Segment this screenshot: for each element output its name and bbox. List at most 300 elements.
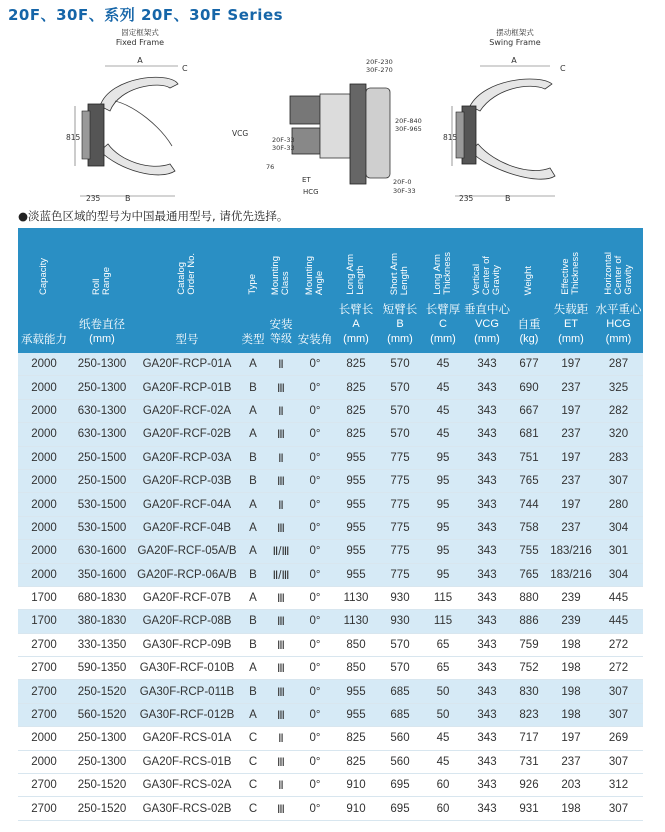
table-cell: 237: [548, 423, 594, 446]
table-cell: GA20F-RCP-03A: [134, 446, 240, 469]
side-lower-bracket: [292, 128, 320, 154]
fixed-frame-diagram: [66, 27, 188, 203]
table-cell: 530-1500: [70, 493, 134, 516]
table-cell: Ⅲ: [266, 633, 296, 656]
table-cell: 343: [464, 797, 510, 820]
table-cell: 45: [422, 750, 464, 773]
table-cell: 2700: [18, 633, 70, 656]
column-header-en-text: Weight: [523, 265, 534, 295]
table-cell: 183/216: [548, 540, 594, 563]
label-30f-270: 30F-270: [366, 66, 393, 74]
table-cell: B: [240, 376, 266, 399]
table-cell: 183/216: [548, 563, 594, 586]
table-cell: GA30F-RCS-02A: [134, 774, 240, 797]
column-header-cn: [240, 300, 266, 353]
table-cell: 50: [422, 680, 464, 703]
spec-table-body: [18, 353, 643, 820]
column-header-en: [378, 228, 422, 300]
label-et: ET: [302, 176, 311, 184]
table-cell: 250-1300: [70, 727, 134, 750]
column-header-cn-text: 纸卷直径: [79, 317, 125, 331]
table-cell: 198: [548, 680, 594, 703]
table-cell: 269: [594, 727, 643, 750]
table-cell: 570: [378, 633, 422, 656]
table-row: [18, 680, 643, 703]
fixed-long-arm: [100, 77, 178, 111]
column-header-en: [422, 228, 464, 300]
table-cell: 307: [594, 469, 643, 492]
label-hcg: HCG: [303, 188, 319, 196]
table-row: [18, 376, 643, 399]
table-cell: 272: [594, 633, 643, 656]
column-header-cn-text: 承载能力: [21, 332, 67, 346]
table-cell: 690: [510, 376, 548, 399]
fixed-carriage: [88, 104, 104, 166]
table-cell: C: [240, 797, 266, 820]
column-header-unit: (mm): [89, 333, 115, 345]
table-row: [18, 469, 643, 492]
column-header-cn-text: 短臂长: [382, 302, 418, 316]
table-cell: 1700: [18, 586, 70, 609]
table-cell: 744: [510, 493, 548, 516]
column-header-en-text: Long Arm Length: [345, 254, 366, 295]
table-cell: 250-1500: [70, 469, 134, 492]
column-header-unit: VCG (mm): [474, 318, 500, 345]
table-cell: 1130: [334, 586, 378, 609]
label-30f-965: 30F-965: [395, 125, 422, 133]
column-header-unit: 等级: [270, 333, 292, 345]
table-cell: 301: [594, 540, 643, 563]
table-cell: B: [240, 680, 266, 703]
table-cell: 570: [378, 353, 422, 376]
table-cell: GA20F-RCP-06A/B: [134, 563, 240, 586]
label-20f-0: 20F-0: [393, 178, 412, 186]
table-cell: 343: [464, 586, 510, 609]
table-cell: 60: [422, 774, 464, 797]
table-cell: 343: [464, 727, 510, 750]
table-cell: Ⅲ: [266, 797, 296, 820]
column-header-cn-text: 失载距: [553, 302, 589, 316]
table-cell: B: [240, 610, 266, 633]
column-header-en-text: Mounting Class: [270, 255, 291, 295]
side-cylinder: [350, 84, 366, 184]
column-header-en: [18, 228, 70, 300]
table-cell: C: [240, 750, 266, 773]
table-cell: 0°: [296, 610, 334, 633]
column-header-cn-text: 长臂长: [338, 302, 374, 316]
swing-dim-b-label: B: [505, 194, 511, 203]
column-header-cn: [378, 300, 422, 353]
table-cell: 2700: [18, 657, 70, 680]
table-cell: 343: [464, 516, 510, 539]
column-header-unit: ET (mm): [558, 318, 584, 345]
table-row: [18, 399, 643, 422]
table-cell: 910: [334, 774, 378, 797]
table-cell: 0°: [296, 563, 334, 586]
table-cell: 1700: [18, 610, 70, 633]
table-cell: Ⅱ: [266, 446, 296, 469]
table-cell: GA20F-RCP-03B: [134, 469, 240, 492]
column-header-en-text: Short Arm Length: [389, 252, 410, 295]
table-cell: 680-1830: [70, 586, 134, 609]
table-cell: 685: [378, 680, 422, 703]
table-cell: 65: [422, 657, 464, 680]
spec-table: [18, 228, 643, 821]
column-header-unit: C (mm): [430, 318, 456, 345]
table-cell: 237: [548, 516, 594, 539]
table-cell: 570: [378, 657, 422, 680]
column-header-en-text: Roll Range: [91, 267, 112, 295]
table-cell: 0°: [296, 586, 334, 609]
table-cell: 282: [594, 399, 643, 422]
side-view-diagram: [232, 58, 422, 196]
table-cell: 0°: [296, 750, 334, 773]
table-cell: 250-1300: [70, 376, 134, 399]
table-cell: 751: [510, 446, 548, 469]
table-cell: 95: [422, 516, 464, 539]
table-cell: 343: [464, 353, 510, 376]
table-cell: 343: [464, 399, 510, 422]
table-cell: 955: [334, 516, 378, 539]
table-cell: 65: [422, 633, 464, 656]
table-cell: 677: [510, 353, 548, 376]
table-cell: 0°: [296, 516, 334, 539]
table-cell: 237: [548, 750, 594, 773]
table-cell: 304: [594, 563, 643, 586]
table-cell: 0°: [296, 680, 334, 703]
table-row: [18, 540, 643, 563]
table-cell: 2000: [18, 399, 70, 422]
label-30f-33: 30F-33: [272, 144, 295, 152]
table-cell: 445: [594, 610, 643, 633]
table-row: [18, 423, 643, 446]
table-cell: A: [240, 703, 266, 726]
table-cell: 2700: [18, 797, 70, 820]
table-cell: 115: [422, 610, 464, 633]
column-header-unit: HCG (mm): [605, 318, 632, 345]
table-cell: 198: [548, 797, 594, 820]
table-cell: 343: [464, 423, 510, 446]
table-cell: 239: [548, 586, 594, 609]
swing-dim-a-label: A: [511, 56, 517, 65]
table-cell: 237: [548, 376, 594, 399]
fixed-frame-label-cn: 固定框架式: [121, 28, 159, 37]
column-header-cn: [510, 300, 548, 353]
table-cell: 530-1500: [70, 516, 134, 539]
table-cell: 765: [510, 469, 548, 492]
table-cell: 560: [378, 750, 422, 773]
table-cell: 570: [378, 423, 422, 446]
table-row: [18, 563, 643, 586]
table-cell: C: [240, 727, 266, 750]
table-cell: Ⅱ: [266, 353, 296, 376]
swing-short-arm: [470, 144, 555, 179]
table-cell: 775: [378, 446, 422, 469]
table-row: [18, 516, 643, 539]
table-cell: 343: [464, 657, 510, 680]
table-cell: 681: [510, 423, 548, 446]
table-cell: 955: [334, 446, 378, 469]
table-cell: 2000: [18, 376, 70, 399]
table-cell: 830: [510, 680, 548, 703]
table-cell: Ⅲ: [266, 703, 296, 726]
table-cell: GA20F-RCP-08B: [134, 610, 240, 633]
table-row: [18, 610, 643, 633]
table-cell: 287: [594, 353, 643, 376]
dim-235-label: 235: [86, 194, 101, 203]
column-header-en: [510, 228, 548, 300]
table-cell: 307: [594, 797, 643, 820]
column-header-en-text: Vertical Center of Gravity: [471, 255, 502, 295]
table-cell: 198: [548, 657, 594, 680]
table-cell: 0°: [296, 703, 334, 726]
table-cell: 304: [594, 516, 643, 539]
table-cell: 823: [510, 703, 548, 726]
fixed-mount-plate: [82, 111, 90, 159]
table-cell: A: [240, 493, 266, 516]
label-20f-230: 20F-230: [366, 58, 393, 66]
table-cell: 445: [594, 586, 643, 609]
table-row: [18, 774, 643, 797]
table-cell: 95: [422, 469, 464, 492]
table-cell: GA30F-RCS-02B: [134, 797, 240, 820]
clamp-diagrams: [0, 26, 665, 206]
table-cell: 755: [510, 540, 548, 563]
table-cell: 825: [334, 353, 378, 376]
column-header-unit: (kg): [519, 333, 539, 345]
header-cn-row: [18, 300, 643, 353]
table-cell: 2000: [18, 423, 70, 446]
label-76: 76: [266, 163, 275, 171]
table-cell: B: [240, 633, 266, 656]
table-cell: 926: [510, 774, 548, 797]
page-title: 20F、30F、系列 20F、30F Series: [8, 6, 284, 24]
dim-a-label: A: [137, 56, 143, 65]
diagrams-svg: [0, 26, 665, 206]
table-cell: 1130: [334, 610, 378, 633]
selection-note: ●淡蓝色区域的型号为中国最通用型号, 请优先选择。: [18, 209, 289, 223]
table-cell: GA30F-RCP-011B: [134, 680, 240, 703]
table-cell: Ⅲ: [266, 376, 296, 399]
table-cell: B: [240, 469, 266, 492]
table-cell: 45: [422, 727, 464, 750]
table-cell: 825: [334, 399, 378, 422]
table-cell: 775: [378, 563, 422, 586]
table-cell: Ⅲ: [266, 610, 296, 633]
fixed-frame-label-en: Fixed Frame: [115, 38, 165, 47]
table-cell: 2700: [18, 774, 70, 797]
table-cell: 250-1500: [70, 446, 134, 469]
table-cell: GA20F-RCF-07B: [134, 586, 240, 609]
table-cell: 95: [422, 540, 464, 563]
table-cell: 910: [334, 797, 378, 820]
table-cell: A: [240, 516, 266, 539]
table-cell: 731: [510, 750, 548, 773]
table-cell: 0°: [296, 353, 334, 376]
table-cell: 343: [464, 469, 510, 492]
table-row: [18, 633, 643, 656]
table-cell: 280: [594, 493, 643, 516]
table-cell: 380-1830: [70, 610, 134, 633]
table-cell: 667: [510, 399, 548, 422]
table-row: [18, 446, 643, 469]
table-cell: 272: [594, 657, 643, 680]
table-cell: 955: [334, 563, 378, 586]
column-header-cn-text: 长臂厚: [425, 302, 461, 316]
column-header-en: [240, 228, 266, 300]
table-cell: 825: [334, 750, 378, 773]
table-cell: 955: [334, 703, 378, 726]
table-cell: 198: [548, 703, 594, 726]
table-row: [18, 657, 643, 680]
table-cell: 197: [548, 493, 594, 516]
table-cell: A: [240, 586, 266, 609]
column-header-en-text: Catalog Order No.: [176, 253, 197, 295]
label-20f-840: 20F-840: [395, 117, 422, 125]
table-cell: GA20F-RCF-05A/B: [134, 540, 240, 563]
header-en-row: [18, 228, 643, 300]
table-cell: Ⅱ/Ⅲ: [266, 563, 296, 586]
column-header-cn: [422, 300, 464, 353]
table-cell: 50: [422, 703, 464, 726]
table-row: [18, 353, 643, 376]
table-cell: 60: [422, 797, 464, 820]
column-header-cn-text: 自重: [517, 317, 541, 331]
swing-frame-label-cn: 摆动框架式: [496, 28, 534, 37]
table-cell: 880: [510, 586, 548, 609]
table-cell: 45: [422, 376, 464, 399]
column-header-unit: A (mm): [343, 318, 369, 345]
column-header-en: [266, 228, 296, 300]
fixed-short-arm: [100, 144, 175, 175]
table-cell: 0°: [296, 469, 334, 492]
table-cell: 2000: [18, 446, 70, 469]
column-header-en: [334, 228, 378, 300]
table-cell: 203: [548, 774, 594, 797]
column-header-en-text: Mounting Angle: [304, 255, 325, 295]
table-cell: A: [240, 399, 266, 422]
table-cell: 239: [548, 610, 594, 633]
table-cell: 2000: [18, 727, 70, 750]
column-header-en-text: Capacity: [38, 258, 49, 295]
table-cell: 630-1600: [70, 540, 134, 563]
table-cell: 850: [334, 633, 378, 656]
table-cell: Ⅲ: [266, 469, 296, 492]
column-header-cn: [70, 300, 134, 353]
column-header-en: [70, 228, 134, 300]
column-header-en: [296, 228, 334, 300]
column-header-en: [134, 228, 240, 300]
table-cell: Ⅲ: [266, 516, 296, 539]
table-row: [18, 493, 643, 516]
table-cell: 2000: [18, 540, 70, 563]
table-row: [18, 797, 643, 820]
column-header-en-text: Effective Thickness: [560, 252, 581, 295]
column-header-cn-text: 安装角: [297, 332, 333, 346]
table-cell: GA20F-RCF-04A: [134, 493, 240, 516]
table-row: [18, 750, 643, 773]
table-cell: GA30F-RCP-09B: [134, 633, 240, 656]
table-cell: 775: [378, 540, 422, 563]
table-cell: 570: [378, 399, 422, 422]
swing-frame-label-en: Swing Frame: [489, 38, 541, 47]
column-header-en: [548, 228, 594, 300]
table-cell: 695: [378, 774, 422, 797]
table-cell: Ⅲ: [266, 586, 296, 609]
table-cell: 45: [422, 423, 464, 446]
table-cell: Ⅱ/Ⅲ: [266, 540, 296, 563]
table-cell: 2000: [18, 353, 70, 376]
table-cell: 825: [334, 423, 378, 446]
label-30f-33c: 30F-33: [393, 187, 416, 195]
table-cell: GA20F-RCF-02A: [134, 399, 240, 422]
table-cell: 325: [594, 376, 643, 399]
table-cell: Ⅲ: [266, 423, 296, 446]
table-cell: 343: [464, 540, 510, 563]
table-cell: 560-1520: [70, 703, 134, 726]
dim-c-label: C: [182, 64, 188, 73]
table-cell: 955: [334, 469, 378, 492]
table-cell: 250-1520: [70, 680, 134, 703]
table-cell: 95: [422, 446, 464, 469]
table-cell: 955: [334, 493, 378, 516]
table-cell: 350-1600: [70, 563, 134, 586]
table-cell: 343: [464, 376, 510, 399]
table-cell: 2000: [18, 563, 70, 586]
column-header-cn-text: 类型: [241, 332, 265, 346]
table-cell: Ⅱ: [266, 493, 296, 516]
column-header-cn: [464, 300, 510, 353]
table-cell: 197: [548, 399, 594, 422]
swing-dim-235-label: 235: [459, 194, 474, 203]
table-cell: GA30F-RCF-012B: [134, 703, 240, 726]
table-cell: 312: [594, 774, 643, 797]
table-cell: A: [240, 423, 266, 446]
table-cell: 0°: [296, 774, 334, 797]
swing-frame-diagram: [443, 27, 566, 203]
table-cell: 0°: [296, 727, 334, 750]
table-cell: A: [240, 540, 266, 563]
table-cell: Ⅲ: [266, 750, 296, 773]
table-cell: 0°: [296, 493, 334, 516]
table-cell: Ⅱ: [266, 399, 296, 422]
table-cell: GA30F-RCF-010B: [134, 657, 240, 680]
table-cell: 237: [548, 469, 594, 492]
table-cell: 307: [594, 703, 643, 726]
column-header-cn-text: 垂直中心: [464, 302, 510, 316]
table-cell: 283: [594, 446, 643, 469]
swing-dim-815-label: 815: [443, 133, 458, 142]
table-cell: 343: [464, 446, 510, 469]
table-cell: GA20F-RCS-01B: [134, 750, 240, 773]
table-cell: 930: [378, 586, 422, 609]
table-cell: 0°: [296, 657, 334, 680]
column-header-en-text: Horizontal Center of Gravity: [602, 252, 634, 295]
table-cell: 758: [510, 516, 548, 539]
table-cell: A: [240, 353, 266, 376]
table-row: [18, 703, 643, 726]
table-cell: 886: [510, 610, 548, 633]
table-cell: 2000: [18, 750, 70, 773]
table-cell: GA20F-RCF-02B: [134, 423, 240, 446]
table-cell: 2700: [18, 680, 70, 703]
table-cell: 95: [422, 493, 464, 516]
column-header-cn: [594, 300, 643, 353]
column-header-cn-text: 安装: [269, 317, 293, 331]
table-cell: 685: [378, 703, 422, 726]
table-cell: B: [240, 563, 266, 586]
column-header-cn-text: 水平重心: [595, 302, 642, 316]
